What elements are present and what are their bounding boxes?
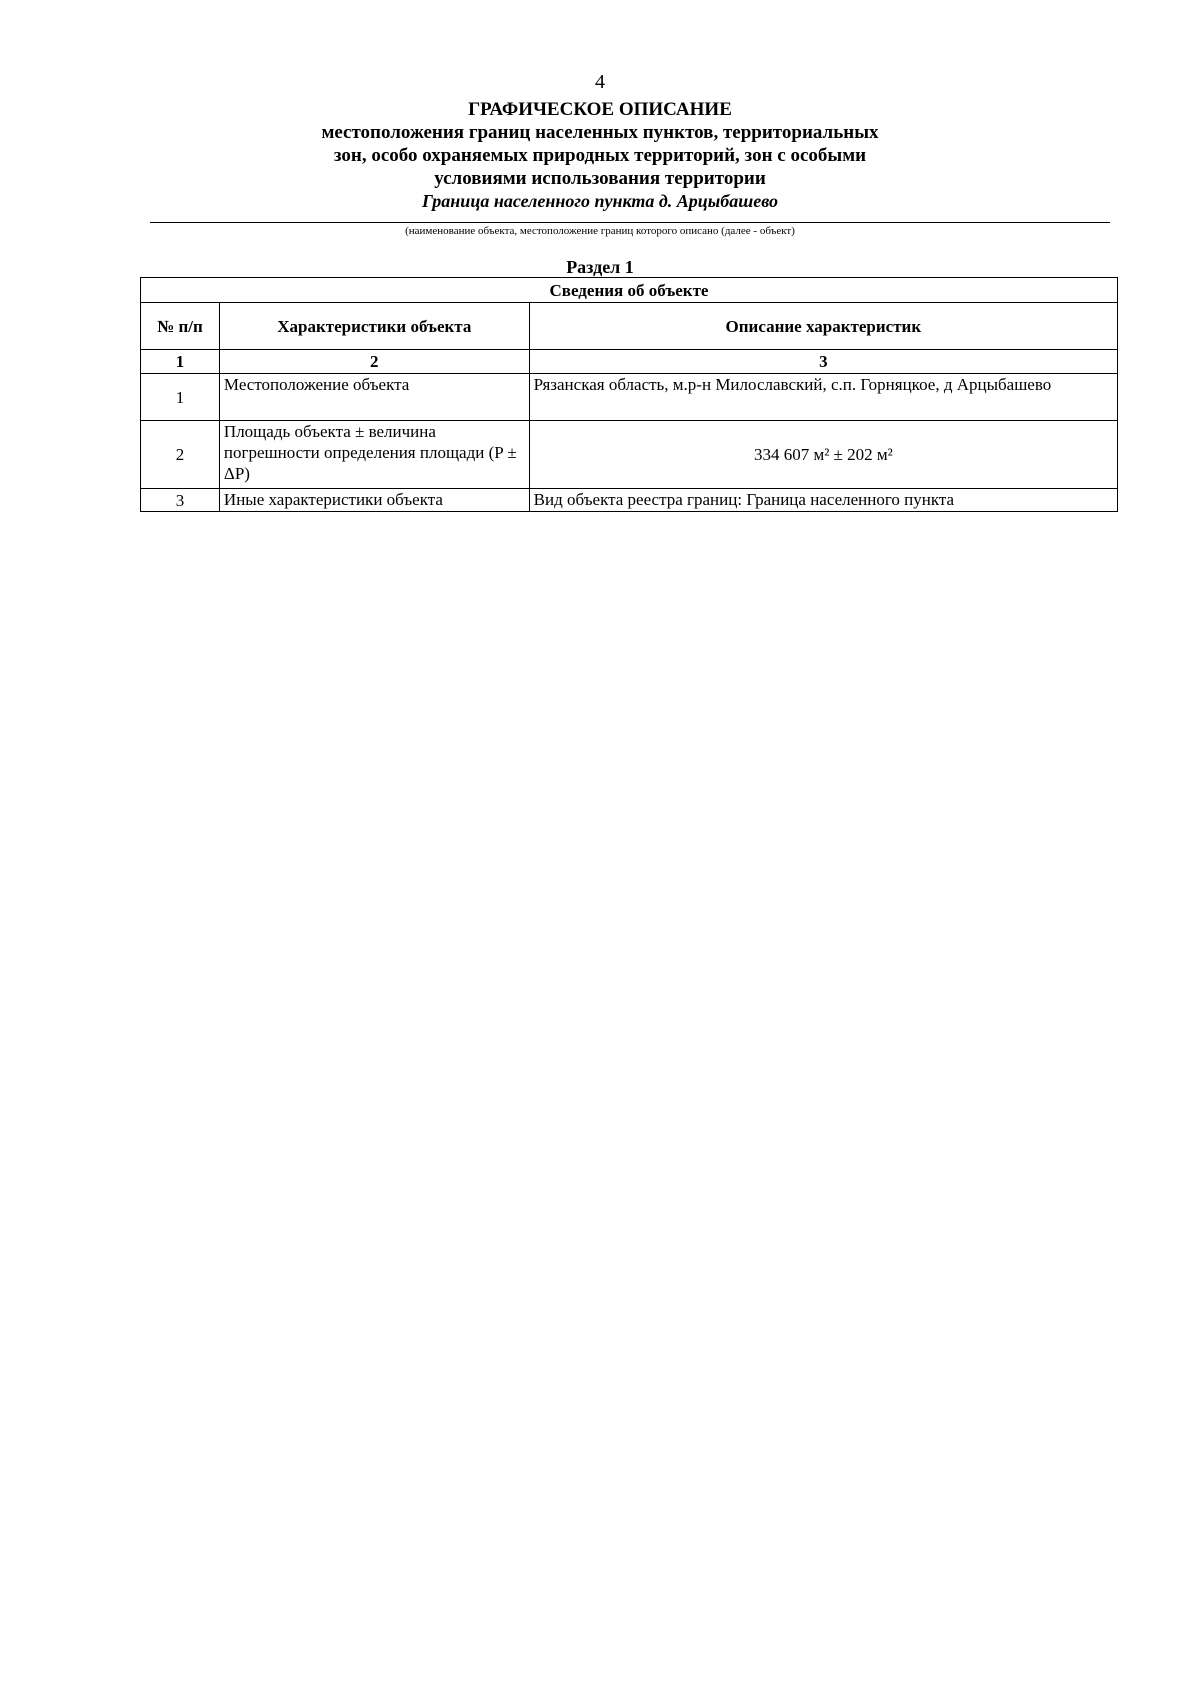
object-name: Граница населенного пункта д. Арцыбашево xyxy=(421,191,779,211)
row-number: 1 xyxy=(141,374,220,421)
column-header-description: Описание характеристик xyxy=(529,303,1117,350)
row-description: Вид объекта реестра границ: Граница населенного пункта xyxy=(529,489,1117,512)
row-characteristic: Иные характеристики объекта xyxy=(219,489,529,512)
table-row xyxy=(141,489,1118,512)
column-header-number: № п/п xyxy=(141,303,220,350)
section-title: Раздел 1 xyxy=(566,257,634,277)
page-number: 4 xyxy=(595,71,605,93)
column-header-characteristic: Характеристики объекта xyxy=(219,303,529,350)
column-index-2: 2 xyxy=(219,350,529,374)
column-index-1: 1 xyxy=(141,350,220,374)
object-info-table xyxy=(140,277,1118,512)
table-caption-row xyxy=(141,278,1118,303)
document-title: ГРАФИЧЕСКОЕ ОПИСАНИЕ xyxy=(468,99,732,120)
row-number: 3 xyxy=(141,489,220,512)
table-header-row xyxy=(141,303,1118,350)
table-column-index-row xyxy=(141,350,1118,374)
row-number: 2 xyxy=(141,421,220,489)
row-characteristic: Площадь объекта ± величина погрешности определения площади (P ± ΔP) xyxy=(219,421,529,489)
object-name-caption: (наименование объекта, местоположение границ которого описано (далее - объект) xyxy=(405,225,795,237)
row-description: 334 607 м² ± 202 м² xyxy=(529,421,1117,489)
object-name-underline xyxy=(150,222,1110,223)
table-row xyxy=(141,421,1118,489)
document-subtitle-line-3: условиями использования территории xyxy=(434,168,766,189)
table-caption: Сведения об объекте xyxy=(141,278,1118,303)
table-row xyxy=(141,374,1118,421)
column-index-3: 3 xyxy=(529,350,1117,374)
document-subtitle-line-1: местоположения границ населенных пунктов, территориальных xyxy=(321,122,879,143)
row-characteristic: Местоположение объекта xyxy=(219,374,529,421)
document-subtitle-line-2: зон, особо охраняемых природных территорий, зон с особыми xyxy=(333,145,867,166)
document-title-block xyxy=(0,98,1200,212)
row-description: Рязанская область, м.р-н Милославский, с.п. Горняцкое, д Арцыбашево xyxy=(529,374,1117,421)
